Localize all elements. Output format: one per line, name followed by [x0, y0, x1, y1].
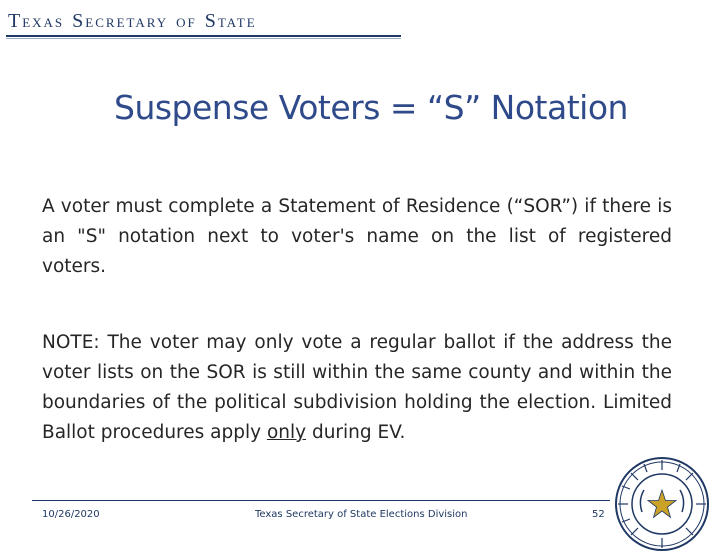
footer-page-number: 52 — [592, 509, 605, 520]
header-title-rest: ECRETARY — [85, 15, 169, 30]
header-title-rest: OF — [176, 15, 197, 30]
header-rule-thin — [6, 38, 401, 39]
slide-title: Suspense Voters = “S” Notation — [114, 88, 628, 127]
paragraph-note — [42, 328, 672, 448]
header-title — [8, 10, 257, 33]
header-rule — [6, 35, 401, 37]
note-text-end: during EV. — [306, 422, 406, 443]
footer-rule — [32, 500, 610, 501]
header-title-cap: T — [8, 10, 23, 32]
state-seal-icon — [614, 456, 710, 552]
header-title-rest: EXAS — [22, 15, 65, 30]
header-title-rest: TATE — [217, 15, 257, 30]
header-title-cap: S — [72, 10, 86, 32]
note-underlined-word: only — [266, 422, 307, 443]
header-band — [0, 0, 720, 40]
footer-division: Texas Secretary of State Elections Division — [255, 509, 468, 520]
footer-date: 10/26/2020 — [42, 509, 100, 520]
header-title-cap: S — [204, 10, 218, 32]
note-text: NOTE: The voter may only vote a regular ballot if the address the voter lists on the SOR is still within the same county and within the boundaries of the political subdivision holding the election. Limited Ballot procedures apply — [42, 332, 672, 443]
paragraph-statement-of-residence: A voter must complete a Statement of Residence (“SOR”) if there is an "S" notation next to voter's name on the list of registered voters. — [42, 196, 672, 277]
